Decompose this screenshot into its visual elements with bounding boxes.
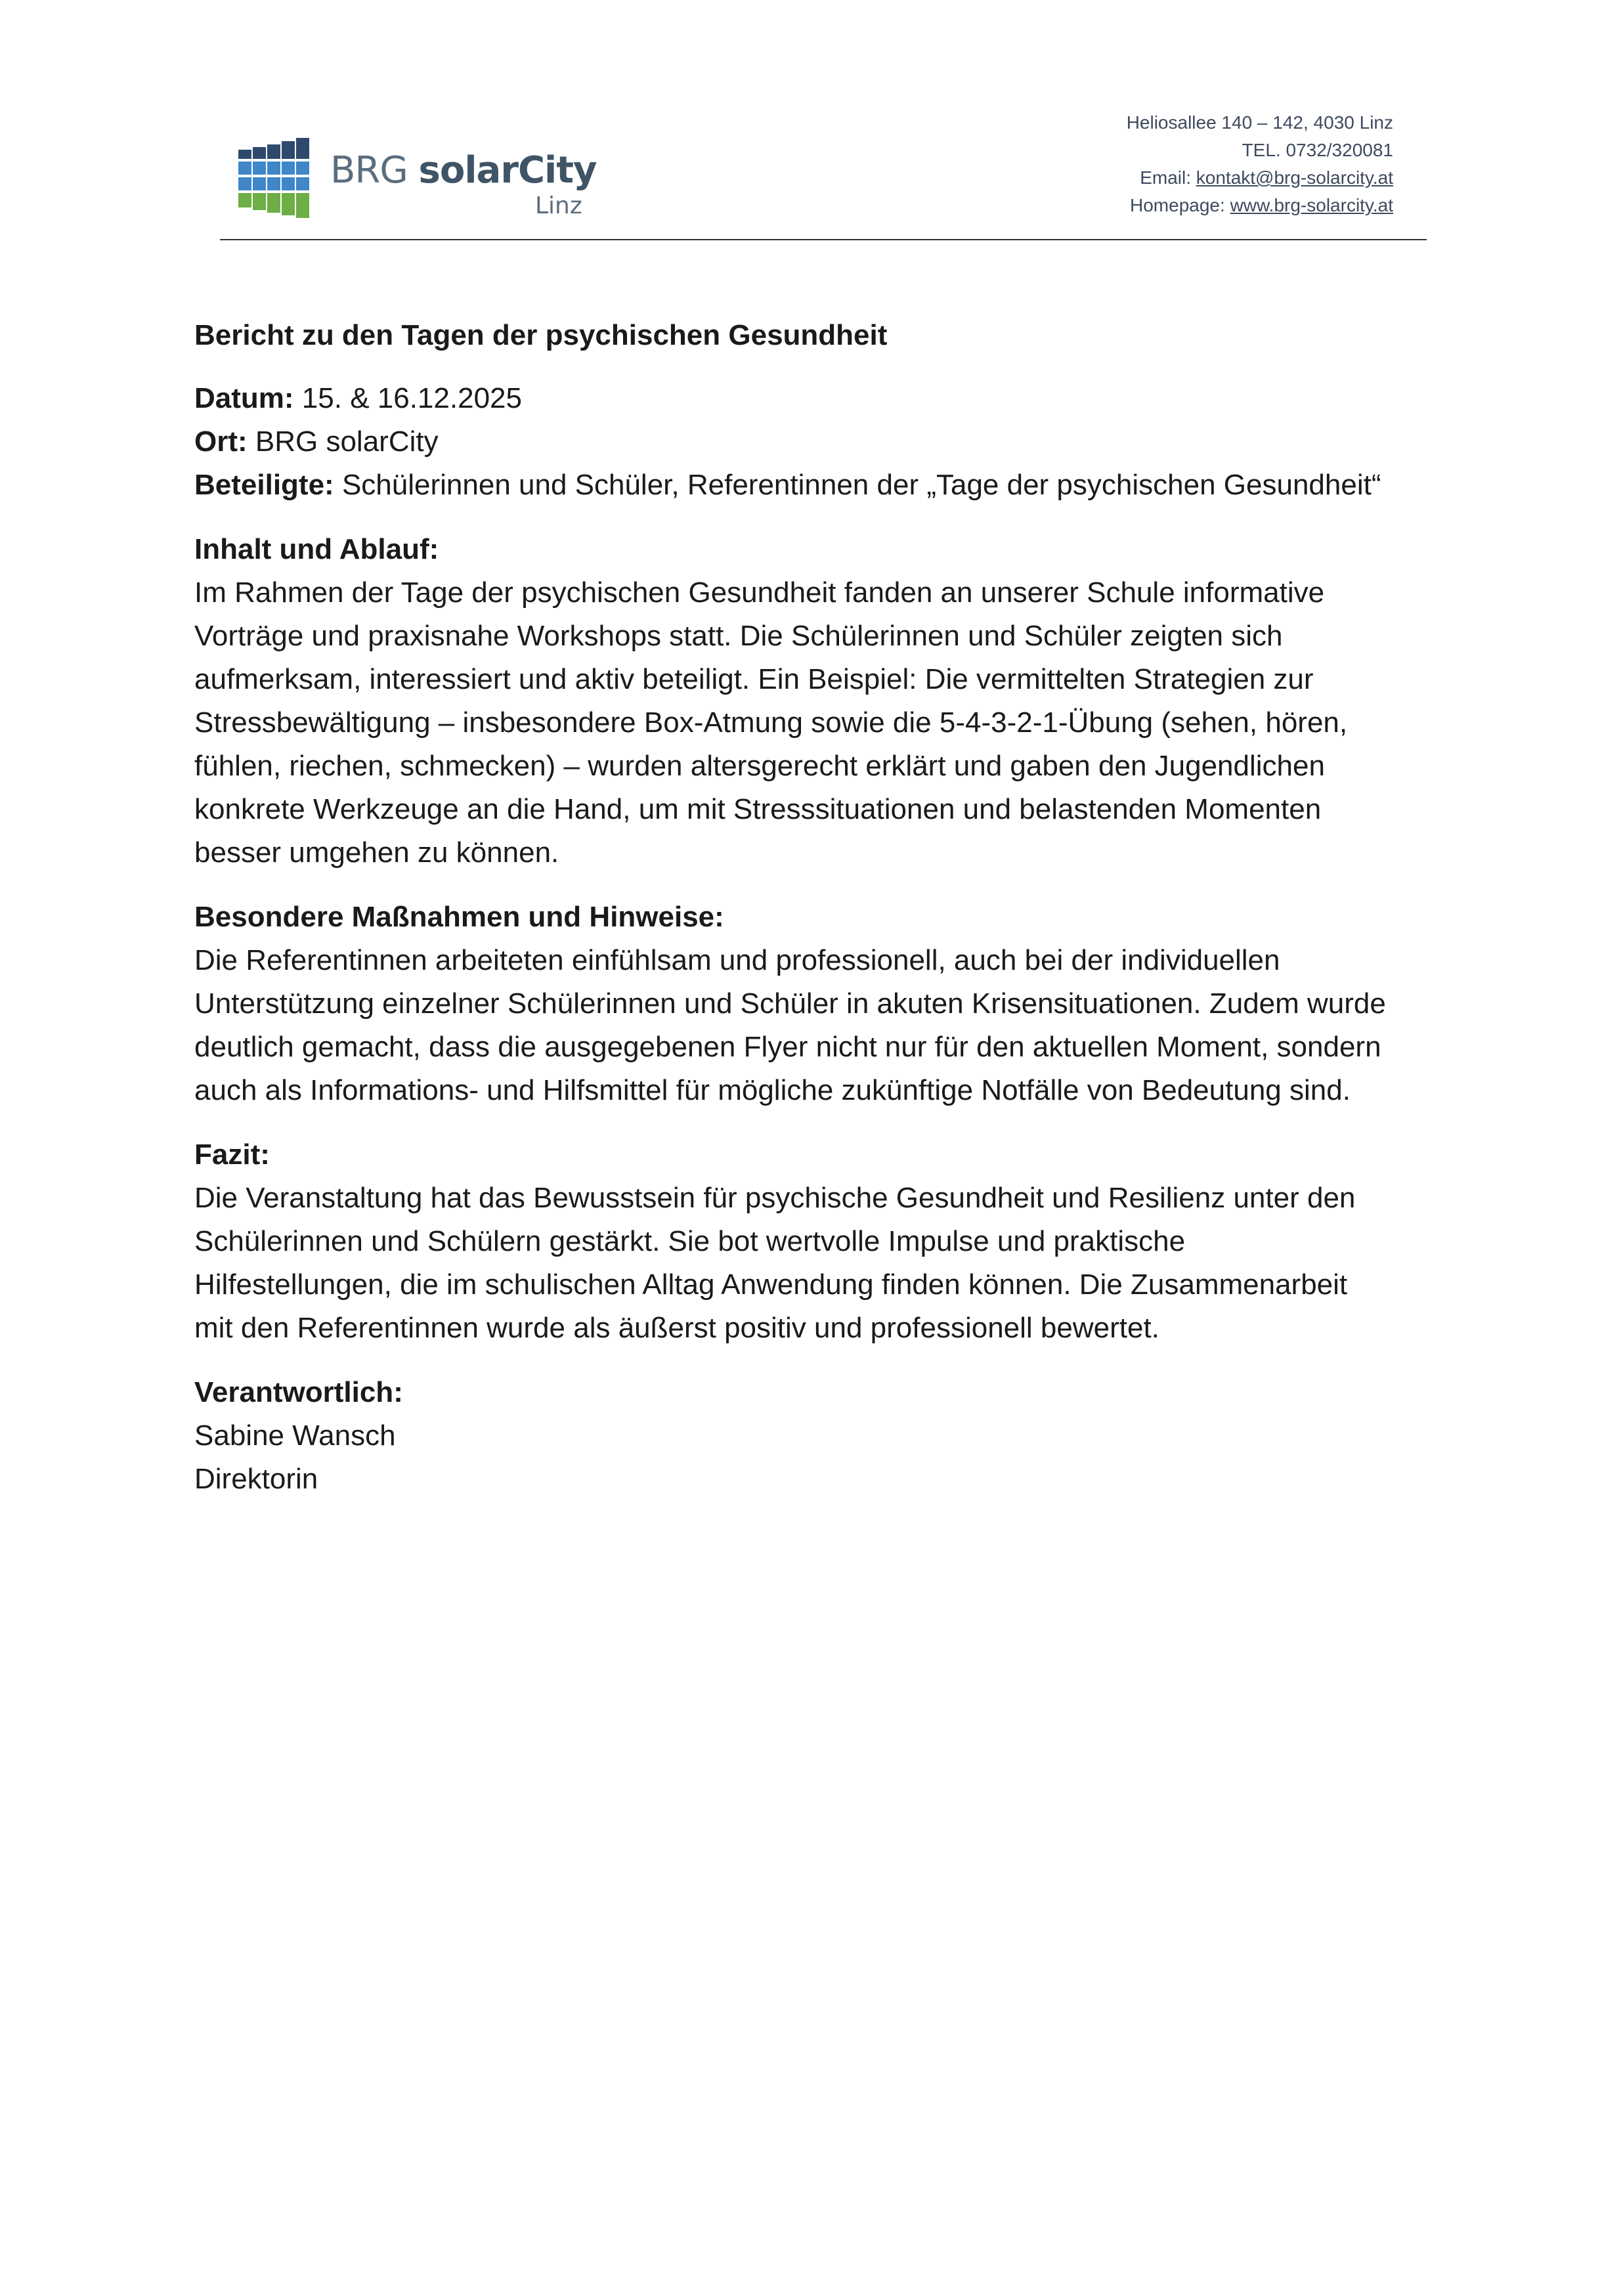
paragraph-line: besser umgehen zu können. xyxy=(194,836,559,869)
signature-name: Sabine Wansch xyxy=(194,1419,396,1452)
section-massnahmen xyxy=(194,896,1442,1112)
meta-ort-label: Ort: xyxy=(194,425,248,458)
logo-panel-row-2 xyxy=(267,162,280,175)
logo-panel-row-3 xyxy=(282,177,295,190)
meta-beteiligte-label: Beteiligte: xyxy=(194,469,334,501)
signature-heading: Verantwortlich: xyxy=(194,1376,403,1408)
signature-block xyxy=(194,1371,1442,1501)
meta-beteiligte-value: Schülerinnen und Schüler, Referentinnen der „Tage der psychischen Gesundheit“ xyxy=(341,469,1381,501)
contact-block xyxy=(1127,109,1393,219)
logo-panel-row-4 xyxy=(296,193,309,218)
logo-wordmark xyxy=(330,149,597,192)
paragraph-line: Vorträge und praxisnahe Workshops statt. Die Schülerinnen und Schüler zeigten sich xyxy=(194,620,1283,652)
paragraph-line: konkrete Werkzeuge an die Hand, um mit Stresssituationen und belastenden Momenten xyxy=(194,793,1322,825)
report-body xyxy=(194,314,1442,1522)
logo-subtitle: Linz xyxy=(535,192,582,219)
paragraph-line: aufmerksam, interessiert und aktiv beteiligt. Ein Beispiel: Die vermittelten Strategien zur xyxy=(194,663,1314,695)
section-heading: Inhalt und Ablauf: xyxy=(194,533,439,565)
logo-panel-row-4 xyxy=(253,193,266,210)
logo-panel-row-2 xyxy=(282,162,295,175)
logo-panel-row-3 xyxy=(296,177,309,190)
logo-panel-row-1 xyxy=(238,150,251,159)
logo-panel-row-2 xyxy=(296,162,309,175)
paragraph-line: Die Referentinnen arbeiteten einfühlsam und professionell, auch bei der individuellen xyxy=(194,944,1280,976)
logo-panel-row-1 xyxy=(253,147,266,159)
logo-panel-row-3 xyxy=(253,177,266,190)
paragraph-line: deutlich gemacht, dass die ausgegebenen Flyer nicht nur für den aktuellen Moment, sondern xyxy=(194,1031,1381,1063)
logo-panel-row-4 xyxy=(267,193,280,213)
contact-homepage-line xyxy=(1127,192,1393,219)
meta-beteiligte-row xyxy=(194,469,1381,501)
header-divider xyxy=(220,239,1427,240)
paragraph-line: Stressbewältigung – insbesondere Box-Atmung sowie die 5-4-3-2-1-Übung (sehen, hören, xyxy=(194,706,1348,739)
paragraph-line: mit den Referentinnen wurde als äußerst positiv und professionell bewertet. xyxy=(194,1312,1159,1344)
section-heading: Fazit: xyxy=(194,1138,270,1171)
contact-address: Heliosallee 140 – 142, 4030 Linz xyxy=(1126,112,1393,133)
meta-datum-label: Datum: xyxy=(194,382,294,414)
logo-panel-row-2 xyxy=(253,162,266,175)
paragraph-line: Schülerinnen und Schülern gestärkt. Sie bot wertvolle Impulse und praktische xyxy=(194,1225,1186,1257)
contact-tel: TEL. 0732/320081 xyxy=(1242,140,1393,160)
contact-email-link[interactable]: kontakt@brg-solarcity.at xyxy=(1196,167,1393,188)
meta-datum-row xyxy=(194,382,522,414)
logo-panel-row-1 xyxy=(267,144,280,159)
paragraph-line: fühlen, riechen, schmecken) – wurden altersgerecht erklärt und gaben den Jugendlichen xyxy=(194,750,1325,782)
logo-panel-row-1 xyxy=(296,138,309,159)
paragraph-line: Die Veranstaltung hat das Bewusstsein für psychische Gesundheit und Resilienz unter den xyxy=(194,1182,1356,1214)
section-heading: Besondere Maßnahmen und Hinweise: xyxy=(194,901,724,933)
logo-name-bold: solarCity xyxy=(418,149,597,192)
paragraph-line: Im Rahmen der Tage der psychischen Gesundheit fanden an unserer Schule informative xyxy=(194,576,1325,609)
paragraph-line: Unterstützung einzelner Schülerinnen und Schüler in akuten Krisensituationen. Zudem wurde xyxy=(194,987,1386,1020)
logo-panel-row-4 xyxy=(238,193,251,207)
contact-email-line xyxy=(1127,164,1393,192)
paragraph-line: Hilfestellungen, die im schulischen Alltag Anwendung finden können. Die Zusammenarbeit xyxy=(194,1268,1348,1301)
report-title: Bericht zu den Tagen der psychischen Gesundheit xyxy=(194,319,888,351)
contact-homepage-link[interactable]: www.brg-solarcity.at xyxy=(1230,195,1393,215)
logo-panel-row-1 xyxy=(282,141,295,159)
logo-panel-row-2 xyxy=(238,162,251,175)
solar-panel-logo-icon xyxy=(238,138,311,219)
school-logo xyxy=(238,138,606,222)
meta-block xyxy=(194,377,1442,507)
logo-panel-row-3 xyxy=(267,177,280,190)
meta-ort-row xyxy=(194,425,439,458)
contact-homepage-label: Homepage: xyxy=(1130,195,1225,215)
meta-ort-value: BRG solarCity xyxy=(255,425,439,458)
meta-datum-value: 15. & 16.12.2025 xyxy=(301,382,522,414)
section-fazit xyxy=(194,1133,1442,1350)
signature-role: Direktorin xyxy=(194,1463,318,1495)
logo-name-regular: BRG xyxy=(330,149,408,192)
paragraph-line: auch als Informations- und Hilfsmittel für mögliche zukünftige Notfälle von Bedeutung sind. xyxy=(194,1074,1351,1106)
contact-email-label: Email: xyxy=(1140,167,1191,188)
section-inhalt xyxy=(194,528,1442,875)
logo-panel-row-4 xyxy=(282,193,295,215)
logo-panel-row-3 xyxy=(238,177,251,190)
